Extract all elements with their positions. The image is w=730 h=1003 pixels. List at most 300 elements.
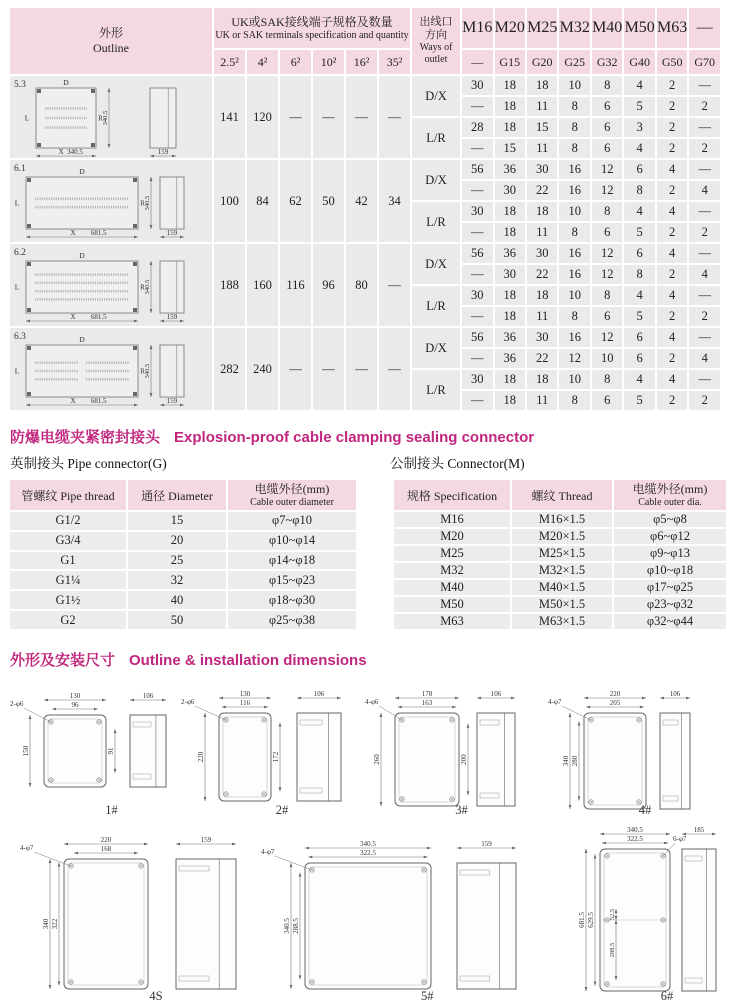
quantity-cell: 4	[688, 264, 721, 285]
main-spec-table	[8, 6, 722, 412]
svg-text:D: D	[79, 167, 85, 176]
quantity-cell: —	[688, 369, 721, 390]
svg-text:6.1: 6.1	[14, 164, 26, 174]
cable-od-col-header: 电缆外径(mm) Cable outer dia.	[613, 479, 727, 511]
quantity-cell: 22	[526, 180, 558, 201]
terminal-size-header: 6²	[279, 49, 312, 75]
quantity-cell: 2	[656, 180, 688, 201]
pipe-connector-cell: G1½	[9, 590, 127, 610]
svg-text:6#: 6#	[660, 989, 674, 1003]
quantity-cell: 8	[558, 138, 590, 159]
quantity-cell: 10	[558, 201, 590, 222]
terminal-count-cell: 84	[246, 159, 279, 243]
quantity-cell: 8	[623, 264, 655, 285]
quantity-cell: 18	[494, 75, 526, 96]
quantity-cell: 11	[526, 390, 558, 411]
quantity-cell: 8	[591, 369, 623, 390]
pipe-connector-row	[9, 551, 357, 571]
pipe-connector-row	[9, 531, 357, 551]
quantity-cell: 16	[558, 159, 590, 180]
svg-text:R: R	[140, 367, 145, 376]
quantity-cell: 4	[688, 348, 721, 369]
metric-connector-cell: φ10~φ18	[613, 562, 727, 579]
dimension-drawings-row-1	[8, 675, 722, 817]
svg-text:4-φ7: 4-φ7	[20, 844, 34, 852]
metric-connector-cell: φ17~φ25	[613, 579, 727, 596]
metric-connector-cell: M63×1.5	[511, 613, 613, 630]
quantity-cell: 5	[623, 222, 655, 243]
metric-connector-cell: M16×1.5	[511, 511, 613, 528]
svg-text:1#: 1#	[105, 803, 118, 817]
metric-connector-cell: M40	[393, 579, 511, 596]
quantity-cell: 12	[558, 348, 590, 369]
g-col-header: G32	[591, 49, 623, 75]
svg-text:X: X	[70, 229, 76, 237]
quantity-cell: 2	[688, 390, 721, 411]
metric-connector-cell: M20×1.5	[511, 528, 613, 545]
outline-cell-6.1	[9, 159, 213, 243]
pipe-thread-col-header: 管螺纹 Pipe thread	[9, 479, 127, 511]
pipe-connector-cell: 25	[127, 551, 227, 571]
quantity-cell: 18	[494, 369, 526, 390]
metric-connector-table	[392, 478, 728, 631]
pipe-connector-cell: φ18~φ30	[227, 590, 357, 610]
metric-connector-row	[393, 562, 727, 579]
outline-cell-6.3	[9, 327, 213, 411]
pipe-connector-cell: 40	[127, 590, 227, 610]
quantity-cell: 18	[494, 222, 526, 243]
quantity-cell: 18	[526, 285, 558, 306]
terminal-count-cell: —	[279, 327, 312, 411]
svg-text:681.5: 681.5	[90, 397, 107, 406]
svg-text:130: 130	[69, 692, 81, 701]
quantity-cell: —	[688, 159, 721, 180]
svg-text:340: 340	[41, 918, 50, 930]
svg-text:2#: 2#	[276, 803, 289, 817]
quantity-cell: 2	[656, 75, 688, 96]
svg-text:340.5: 340.5	[67, 148, 83, 157]
quantity-cell: 10	[558, 75, 590, 96]
quantity-cell: 4	[688, 180, 721, 201]
quantity-cell: 10	[558, 369, 590, 390]
metric-connector-cell: φ6~φ12	[613, 528, 727, 545]
pipe-connector-cell: 20	[127, 531, 227, 551]
pipe-connector-cell: G3/4	[9, 531, 127, 551]
quantity-cell: 8	[558, 222, 590, 243]
svg-text:D: D	[79, 251, 85, 260]
svg-text:172: 172	[272, 751, 281, 763]
terminal-count-cell: —	[312, 75, 345, 159]
quantity-cell: 56	[461, 159, 493, 180]
outline-thumbnail-6.1	[10, 160, 206, 242]
pipe-connector-cell: φ25~φ38	[227, 610, 357, 630]
svg-text:106: 106	[490, 690, 501, 699]
svg-text:322.5: 322.5	[627, 835, 643, 844]
quantity-cell: 18	[494, 285, 526, 306]
terminal-size-header: 4²	[246, 49, 279, 75]
metric-connector-cell: M32×1.5	[511, 562, 613, 579]
svg-text:340.5: 340.5	[101, 110, 109, 126]
terminal-count-cell: 62	[279, 159, 312, 243]
quantity-cell: 28	[461, 117, 493, 138]
quantity-cell: 5	[623, 390, 655, 411]
pipe-connector-cell: G1¼	[9, 570, 127, 590]
svg-text:185: 185	[693, 826, 705, 835]
svg-text:159: 159	[157, 148, 169, 156]
quantity-cell: 8	[591, 201, 623, 222]
terminal-count-cell: —	[345, 75, 378, 159]
quantity-cell: 2	[656, 96, 688, 117]
quantity-cell: 4	[623, 285, 655, 306]
quantity-cell: 16	[558, 243, 590, 264]
terminal-count-cell: 96	[312, 243, 345, 327]
svg-text:R: R	[98, 114, 103, 123]
svg-text:4-φ7: 4-φ7	[261, 848, 275, 856]
terminal-count-cell: —	[279, 75, 312, 159]
pipe-connector-row	[9, 511, 357, 531]
quantity-cell: 5	[623, 96, 655, 117]
quantity-cell: 4	[623, 75, 655, 96]
metric-connector-cell: φ23~φ32	[613, 596, 727, 613]
pipe-connector-cell: 50	[127, 610, 227, 630]
m-col-header: M25	[526, 7, 558, 49]
terminal-count-cell: 282	[213, 327, 246, 411]
terminal-count-cell: —	[345, 327, 378, 411]
outlet-direction-cell: L/R	[411, 369, 461, 411]
terminal-count-cell: —	[378, 327, 411, 411]
svg-text:5#: 5#	[421, 989, 434, 1003]
quantity-cell: —	[688, 243, 721, 264]
svg-text:159: 159	[200, 836, 212, 845]
quantity-cell: —	[461, 138, 493, 159]
svg-text:6-φ7: 6-φ7	[673, 835, 687, 843]
metric-connector-cell: M32	[393, 562, 511, 579]
metric-connector-cell: φ32~φ44	[613, 613, 727, 630]
quantity-cell: —	[688, 117, 721, 138]
svg-text:340.5: 340.5	[282, 918, 291, 934]
metric-connector-cell: M40×1.5	[511, 579, 613, 596]
quantity-cell: 30	[526, 243, 558, 264]
quantity-cell: 18	[526, 75, 558, 96]
quantity-cell: 36	[494, 327, 526, 348]
terminal-count-cell: —	[312, 327, 345, 411]
g-col-header: G15	[494, 49, 526, 75]
quantity-cell: 4	[656, 327, 688, 348]
quantity-cell: 12	[591, 180, 623, 201]
pipe-connector-cell: 15	[127, 511, 227, 531]
svg-text:D: D	[63, 78, 69, 87]
metric-connector-cell: φ9~φ13	[613, 545, 727, 562]
quantity-cell: —	[461, 348, 493, 369]
svg-text:340.5: 340.5	[627, 826, 643, 835]
quantity-cell: 56	[461, 243, 493, 264]
quantity-cell: 6	[623, 348, 655, 369]
quantity-cell: 30	[461, 75, 493, 96]
svg-text:91: 91	[106, 747, 115, 755]
metric-connector-cell: M20	[393, 528, 511, 545]
svg-text:159: 159	[166, 229, 178, 237]
svg-text:260: 260	[372, 754, 381, 765]
quantity-cell: 2	[688, 138, 721, 159]
svg-text:340.5: 340.5	[143, 195, 151, 211]
g-col-header: G50	[656, 49, 688, 75]
svg-text:106: 106	[314, 690, 325, 699]
svg-text:5.3: 5.3	[14, 80, 26, 90]
terminal-size-header: 10²	[312, 49, 345, 75]
terminal-count-cell: 160	[246, 243, 279, 327]
quantity-cell: —	[461, 390, 493, 411]
uk-header-en: UK or SAK terminals specification and quantity	[215, 29, 409, 41]
terminal-count-cell: —	[378, 243, 411, 327]
pipe-connector-subtitle: 英制接头 Pipe connector(G)	[10, 456, 167, 471]
m-col-header: —	[688, 7, 721, 49]
svg-text:L: L	[14, 282, 20, 292]
quantity-cell: 30	[461, 201, 493, 222]
svg-text:681.5: 681.5	[90, 229, 107, 238]
terminal-size-header: 35²	[378, 49, 411, 75]
quantity-cell: 12	[591, 264, 623, 285]
metric-connector-cell: M50	[393, 596, 511, 613]
metric-connector-subtitle: 公制接头 Connector(M)	[390, 456, 525, 471]
m-col-header: M32	[558, 7, 590, 49]
m-col-header: M40	[591, 7, 623, 49]
svg-text:R: R	[140, 283, 145, 292]
diameter-col-header: 通径 Diameter	[127, 479, 227, 511]
svg-text:340.5: 340.5	[360, 840, 376, 849]
dimension-drawing-6#	[542, 819, 722, 1003]
quantity-cell: 5	[623, 306, 655, 327]
pipe-connector-cell: G2	[9, 610, 127, 630]
svg-text:280: 280	[570, 755, 579, 767]
svg-text:178: 178	[421, 690, 432, 699]
outlet-direction-cell: D/X	[411, 243, 461, 285]
svg-text:L: L	[14, 198, 20, 208]
dimensions-title-en: Outline & installation dimensions	[129, 652, 367, 669]
pipe-connector-cell: φ15~φ23	[227, 570, 357, 590]
m-col-header: M63	[656, 7, 688, 49]
quantity-cell: 16	[558, 327, 590, 348]
quantity-cell: —	[461, 96, 493, 117]
svg-text:205: 205	[609, 699, 621, 708]
thread-col-header: 螺纹 Thread	[511, 479, 613, 511]
svg-text:X: X	[70, 313, 76, 321]
quantity-cell: 6	[591, 96, 623, 117]
outlet-direction-cell: D/X	[411, 75, 461, 117]
quantity-cell: 4	[656, 243, 688, 264]
quantity-cell: 4	[623, 138, 655, 159]
svg-text:322: 322	[50, 918, 59, 930]
quantity-cell: —	[461, 306, 493, 327]
quantity-cell: 6	[623, 243, 655, 264]
metric-connector-cell: M25×1.5	[511, 545, 613, 562]
pipe-connector-cell: φ10~φ14	[227, 531, 357, 551]
dimensions-section-title	[10, 649, 722, 670]
quantity-cell: 2	[688, 306, 721, 327]
svg-text:681.5: 681.5	[90, 313, 107, 322]
svg-text:X: X	[58, 148, 64, 156]
svg-text:159: 159	[166, 313, 178, 321]
quantity-cell: 8	[591, 285, 623, 306]
quantity-cell: —	[688, 285, 721, 306]
dimension-drawing-2#	[179, 675, 361, 817]
pipe-connector-row	[9, 610, 357, 630]
svg-text:220: 220	[197, 751, 206, 763]
svg-text:52.5: 52.5	[608, 908, 616, 921]
quantity-cell: —	[688, 75, 721, 96]
quantity-cell: 36	[494, 348, 526, 369]
terminal-count-cell: 34	[378, 159, 411, 243]
svg-text:322.5: 322.5	[360, 849, 376, 858]
metric-connector-row	[393, 579, 727, 596]
dimension-drawing-1#	[8, 675, 178, 817]
svg-text:220: 220	[100, 836, 112, 845]
quantity-cell: 6	[591, 138, 623, 159]
connector-title-en: Explosion-proof cable clamping sealing connector	[174, 429, 535, 446]
svg-text:163: 163	[421, 699, 432, 708]
quantity-cell: 22	[526, 264, 558, 285]
dimension-drawing-4#	[546, 675, 722, 817]
dimension-drawing-4S	[8, 819, 248, 1003]
metric-connector-row	[393, 528, 727, 545]
quantity-cell: 10	[591, 348, 623, 369]
connector-section-title	[10, 426, 722, 447]
outline-header	[9, 7, 213, 75]
quantity-cell: —	[688, 327, 721, 348]
quantity-cell: 6	[591, 117, 623, 138]
svg-text:X: X	[70, 397, 76, 405]
connector-title-cn: 防爆电缆夹紧密封接头	[10, 429, 161, 446]
quantity-cell: 2	[688, 96, 721, 117]
outline-thumbnail-6.3	[10, 328, 206, 410]
svg-text:159: 159	[481, 840, 492, 849]
svg-text:4-φ6: 4-φ6	[364, 698, 379, 706]
uk-terminals-header	[213, 7, 411, 49]
quantity-cell: 11	[526, 306, 558, 327]
terminal-count-cell: 188	[213, 243, 246, 327]
m-col-header: M50	[623, 7, 655, 49]
pipe-connector-cell: 32	[127, 570, 227, 590]
g-col-header: —	[461, 49, 493, 75]
terminal-size-header: 16²	[345, 49, 378, 75]
svg-text:116: 116	[240, 699, 251, 708]
terminal-count-cell: 42	[345, 159, 378, 243]
svg-text:106: 106	[142, 692, 154, 701]
quantity-cell: 4	[656, 159, 688, 180]
quantity-cell: —	[461, 180, 493, 201]
quantity-cell: 8	[623, 180, 655, 201]
quantity-cell: 15	[494, 138, 526, 159]
quantity-cell: 18	[494, 201, 526, 222]
g-col-header: G70	[688, 49, 721, 75]
terminal-count-cell: 240	[246, 327, 279, 411]
quantity-cell: 2	[656, 222, 688, 243]
terminal-size-header: 2.5²	[213, 49, 246, 75]
quantity-cell: 11	[526, 96, 558, 117]
metric-connector-cell: M16	[393, 511, 511, 528]
quantity-cell: 6	[591, 306, 623, 327]
quantity-cell: 30	[526, 159, 558, 180]
svg-text:6.2: 6.2	[14, 248, 26, 258]
quantity-cell: 2	[688, 222, 721, 243]
svg-text:96: 96	[71, 701, 79, 710]
quantity-cell: 30	[526, 327, 558, 348]
terminal-count-cell: 120	[246, 75, 279, 159]
quantity-cell: 36	[494, 243, 526, 264]
quantity-cell: 8	[558, 306, 590, 327]
quantity-cell: 30	[494, 264, 526, 285]
svg-text:D: D	[79, 335, 85, 344]
g-col-header: G40	[623, 49, 655, 75]
pipe-connector-cell: G1/2	[9, 511, 127, 531]
quantity-cell: 8	[558, 96, 590, 117]
terminal-count-cell: 116	[279, 243, 312, 327]
svg-text:4-φ7: 4-φ7	[547, 698, 562, 706]
quantity-cell: 15	[526, 117, 558, 138]
outline-cell-5.3	[9, 75, 213, 159]
quantity-cell: 30	[461, 285, 493, 306]
outline-header-en: Outline	[93, 41, 129, 55]
quantity-cell: 11	[526, 138, 558, 159]
svg-text:L: L	[14, 366, 20, 376]
outline-thumbnail-6.2	[10, 244, 206, 326]
uk-header-cn: UK或SAK接线端子规格及数量	[231, 14, 393, 29]
m-col-header: M20	[494, 7, 526, 49]
outlet-direction-cell: L/R	[411, 285, 461, 327]
svg-text:130: 130	[240, 690, 251, 699]
quantity-cell: 56	[461, 327, 493, 348]
metric-connector-row	[393, 511, 727, 528]
quantity-cell: 8	[591, 75, 623, 96]
svg-text:4S: 4S	[149, 989, 163, 1003]
terminal-count-cell: 141	[213, 75, 246, 159]
svg-text:288.5: 288.5	[291, 918, 300, 934]
quantity-cell: 18	[494, 117, 526, 138]
outline-cell-6.2	[9, 243, 213, 327]
svg-text:L: L	[24, 113, 30, 123]
svg-text:R: R	[140, 199, 145, 208]
svg-text:340: 340	[561, 755, 570, 767]
quantity-cell: 12	[591, 159, 623, 180]
svg-text:106: 106	[669, 690, 681, 699]
quantity-cell: 18	[494, 306, 526, 327]
svg-text:629.5: 629.5	[586, 912, 595, 928]
quantity-cell: 18	[526, 369, 558, 390]
quantity-cell: 30	[461, 369, 493, 390]
quantity-cell: 3	[623, 117, 655, 138]
quantity-cell: 16	[558, 180, 590, 201]
quantity-cell: 18	[494, 390, 526, 411]
quantity-cell: 12	[591, 327, 623, 348]
ways-of-outlet-header: 出线口 方向 Ways of outlet	[411, 7, 461, 75]
pipe-connector-row	[9, 590, 357, 610]
svg-text:150: 150	[21, 745, 30, 757]
metric-connector-cell: φ5~φ8	[613, 511, 727, 528]
terminal-count-cell: —	[378, 75, 411, 159]
cable-od-col-header: 电缆外径(mm) Cable outer diameter	[227, 479, 357, 511]
quantity-cell: 11	[526, 222, 558, 243]
pipe-connector-table	[8, 478, 358, 631]
metric-connector-row	[393, 613, 727, 630]
quantity-cell: 22	[526, 348, 558, 369]
quantity-cell: 2	[656, 306, 688, 327]
metric-connector-cell: M25	[393, 545, 511, 562]
svg-text:2-φ6: 2-φ6	[181, 698, 195, 706]
g-col-header: G25	[558, 49, 590, 75]
quantity-cell: 4	[656, 201, 688, 222]
quantity-cell: —	[461, 222, 493, 243]
g-col-header: G20	[526, 49, 558, 75]
quantity-cell: 4	[656, 369, 688, 390]
